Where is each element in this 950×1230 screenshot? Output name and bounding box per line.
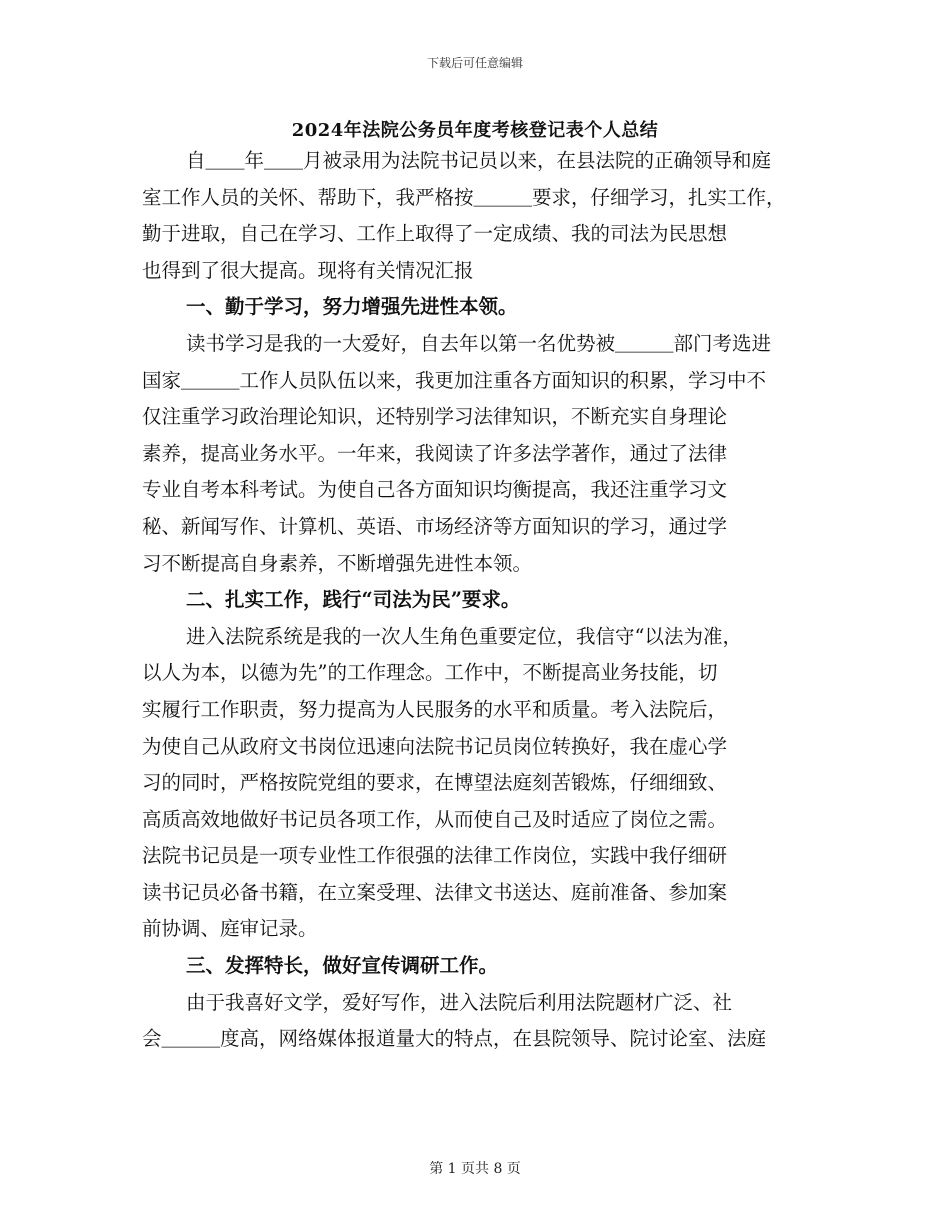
paragraph-line: 仅注重学习政治理论知识，还特别学习法律知识，不断充实自身理论: [142, 405, 728, 429]
paragraph-line: 法院书记员是一项专业性工作很强的法律工作岗位，实践中我仔细研: [142, 844, 728, 868]
section-heading: 一、勤于学习，努力增强先进性本领。: [186, 295, 518, 319]
paragraph-line: 读书学习是我的一大爱好，自去年以第一名优势被＿＿＿部门考选进: [186, 331, 772, 355]
paragraph-line: 勤于进取，自己在学习、工作上取得了一定成绩、我的司法为民思想: [142, 222, 728, 246]
document-body: [142, 143, 812, 1058]
paragraph-line: 进入法院系统是我的一次人生角色重要定位，我信守“以法为准，: [186, 624, 742, 648]
paragraph-line: 以人为本，以德为先”的工作理念。工作中，不断提高业务技能，切: [142, 661, 718, 685]
paragraph-line: 秘、新闻写作、计算机、英语、市场经济等方面知识的学习，通过学: [142, 514, 728, 538]
paragraph-line: 自＿＿年＿＿月被录用为法院书记员以来，在县法院的正确领导和庭: [186, 149, 772, 172]
paragraph-line: 由于我喜好文学，爱好写作，进入法院后利用法院题材广泛、社: [186, 990, 733, 1014]
header-note: 下载后可任意编辑: [426, 56, 523, 70]
paragraph-line: 会＿＿＿度高，网络媒体报道量大的特点，在县院领导、院讨论室、法庭: [142, 1027, 767, 1051]
paragraph-line: 实履行工作职责，努力提高为人民服务的水平和质量。考入法院后，: [142, 697, 728, 721]
paragraph-line: 专业自考本科考试。为使自己各方面知识均衡提高，我还注重学习文: [142, 478, 728, 502]
document-title: 2024年法院公务员年度考核登记表个人总结: [291, 120, 659, 141]
paragraph-line: 读书记员必备书籍，在立案受理、法律文书送达、庭前准备、参加案: [142, 880, 728, 904]
paragraph-line: 前协调、庭审记录。: [142, 917, 318, 941]
paragraph-line: 习的同时，严格按院党组的要求，在博望法庭刻苦锻炼，仔细细致、: [142, 771, 728, 795]
paragraph-line: 习不断提高自身素养，不断增强先进性本领。: [142, 551, 533, 575]
section-heading: 三、发挥特长，做好宣传调研工作。: [186, 954, 499, 978]
paragraph-line: 为使自己从政府文书岗位迅速向法院书记员岗位转换好，我在虚心学: [142, 734, 728, 758]
paragraph-line: 素养，提高业务水平。一年来，我阅读了许多法学著作，通过了法律: [142, 441, 728, 465]
paragraph-line: 高质高效地做好书记员各项工作，从而使自己及时适应了岗位之需。: [142, 807, 728, 831]
paragraph-line: 也得到了很大提高。现将有关情况汇报: [142, 258, 474, 282]
paragraph-line: 室工作人员的关怀、帮助下，我严格按＿＿＿要求，仔细学习，扎实工作，: [142, 185, 786, 209]
paragraph-line: 国家＿＿＿工作人员队伍以来，我更加注重各方面知识的积累，学习中不: [142, 368, 767, 392]
section-heading: 二、扎实工作，践行“司法为民”要求。: [186, 588, 521, 612]
page-footer: 第 1 页共 8 页: [429, 1161, 521, 1177]
